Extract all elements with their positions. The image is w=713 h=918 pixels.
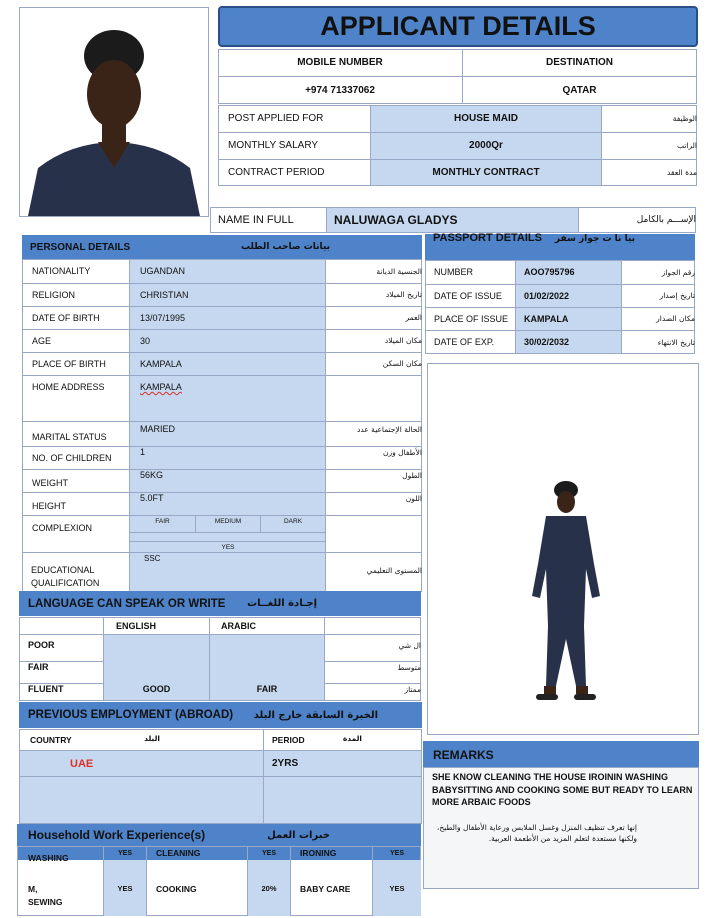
mobile-value: +974 71337062 bbox=[305, 84, 375, 96]
household-task-label: COOKING bbox=[156, 884, 197, 894]
complexion-option-fair: FAIR bbox=[155, 518, 170, 525]
passport-row-ar: مكان الصدار bbox=[656, 314, 695, 323]
job-ar: الوظيفة bbox=[672, 114, 697, 123]
personal-row-value: 1 bbox=[140, 447, 146, 457]
household-task-value: YES bbox=[117, 883, 133, 893]
job-value: HOUSE MAID bbox=[454, 113, 518, 124]
job-label: POST APPLIED FOR bbox=[228, 113, 324, 124]
language-level-label: FLUENT bbox=[28, 683, 64, 694]
period-ar: المدة bbox=[342, 733, 362, 743]
personal-header-ar: بيانات صاحب الطلب bbox=[240, 242, 330, 252]
personal-row-ar: مكان السكن bbox=[382, 359, 422, 368]
personal-row-label: PLACE OF BIRTH bbox=[32, 358, 106, 369]
period-label: PERIOD bbox=[272, 734, 305, 745]
employment-header-label: PREVIOUS EMPLOYMENT (ABROAD) bbox=[28, 709, 234, 721]
language-col-english: ENGLISH bbox=[116, 621, 157, 631]
remarks-text-ar: إنها تعرف تنظيف المنزل وغسل الملابس ورعاية الأطفال والطبخ، ولكنها مستعدة لتعلم المزيد من الأطعمة العربية. bbox=[436, 823, 637, 843]
mobile-label: MOBILE NUMBER bbox=[297, 57, 383, 68]
household-task-value: YES bbox=[389, 883, 405, 893]
passport-header-ar: بيا نا ت جواز سفر bbox=[554, 234, 635, 244]
personal-row-value: 30 bbox=[140, 335, 151, 346]
personal-row-ar: تاريخ الميلاد bbox=[385, 290, 422, 299]
personal-row-label: AGE bbox=[32, 335, 52, 346]
personal-row-label: NATIONALITY bbox=[32, 266, 91, 276]
passport-row-value: 30/02/2032 bbox=[524, 337, 570, 347]
passport-row-ar: تاريخ الانتهاء bbox=[657, 337, 695, 347]
passport-row-label: PLACE OF ISSUE bbox=[434, 313, 509, 324]
education-ar: المستوى التعليمي bbox=[366, 565, 422, 575]
household-task-label: BABY CARE bbox=[300, 884, 351, 894]
household-task-label: M, SEWING bbox=[28, 884, 63, 907]
language-header-label: LANGUAGE CAN SPEAK OR WRITE bbox=[28, 597, 226, 610]
education-value: SSC bbox=[144, 553, 161, 563]
personal-row-label: MARITAL STATUS bbox=[32, 431, 107, 442]
remarks-header-label: REMARKS bbox=[433, 748, 494, 762]
personal-row-value: 5.0FT bbox=[140, 493, 164, 503]
salary-ar: الراتب bbox=[676, 141, 697, 150]
household-task-value: YES bbox=[389, 850, 404, 857]
portrait-figure bbox=[20, 8, 208, 216]
personal-row-value: 56KG bbox=[140, 470, 164, 480]
portrait-photo bbox=[19, 7, 209, 217]
language-header-ar: إجـادة اللغــات bbox=[247, 598, 317, 609]
passport-row-value: AOO795796 bbox=[524, 267, 575, 277]
name-value: NALUWAGA GLADYS bbox=[334, 213, 458, 227]
household-header-label: Household Work Experience(s) bbox=[28, 828, 206, 842]
complexion-option-dark: DARK bbox=[283, 518, 303, 525]
household-task-value: YES bbox=[117, 850, 132, 857]
complexion-selected: YES bbox=[221, 543, 235, 551]
period-value: 2YRS bbox=[272, 758, 299, 769]
household-task-label: WASHING bbox=[28, 853, 69, 863]
contract-label: CONTRACT PERIOD bbox=[228, 167, 325, 178]
personal-row-label: RELIGION bbox=[32, 289, 76, 300]
personal-row-ar: اللون bbox=[405, 493, 422, 503]
personal-row-value: CHRISTIAN bbox=[140, 289, 189, 300]
language-level-label: POOR bbox=[28, 640, 55, 650]
education-label: EDUCATIONAL QUALIFICATION bbox=[31, 565, 100, 588]
complexion-option-medium: MEDIUM bbox=[214, 518, 242, 525]
country-label: COUNTRY bbox=[30, 734, 72, 745]
personal-row-ar: الطول bbox=[402, 470, 422, 480]
personal-row-label: DATE OF BIRTH bbox=[32, 312, 100, 323]
passport-row-ar: تاريخ إصدار bbox=[659, 291, 695, 300]
page-title: APPLICANT DETAILS bbox=[218, 6, 698, 47]
personal-row-value: MARIED bbox=[140, 424, 176, 434]
language-level-ar: ال شي bbox=[398, 640, 421, 650]
personal-row-value: KAMPALA bbox=[140, 358, 182, 369]
personal-row-ar: الأطفال وزن bbox=[383, 447, 422, 457]
arabic-level-value: FAIR bbox=[256, 684, 278, 694]
employment-header-ar: الخبرة السابقة خارج البلد bbox=[253, 709, 378, 721]
passport-row-value: KAMPALA bbox=[524, 313, 569, 324]
personal-row-value: KAMPALA bbox=[140, 382, 182, 392]
full-body-photo bbox=[427, 363, 699, 735]
country-value: UAE bbox=[70, 757, 94, 770]
language-col-arabic: ARABIC bbox=[221, 621, 256, 631]
passport-row-label: NUMBER bbox=[434, 267, 474, 277]
household-task-value: 20% bbox=[261, 883, 277, 893]
personal-row-ar: العمر bbox=[405, 313, 422, 322]
contract-value: MONTHLY CONTRACT bbox=[432, 167, 540, 178]
personal-row-ar: الحالة الإجتماعية عدد bbox=[357, 424, 422, 434]
contract-ar: مدة العقد bbox=[667, 168, 697, 177]
household-task-label: CLEANING bbox=[156, 848, 201, 858]
language-level-ar: متوسط bbox=[397, 662, 421, 672]
personal-row-ar: مكان الميلاد bbox=[384, 336, 422, 345]
name-label: NAME IN FULL bbox=[218, 214, 294, 226]
passport-row-ar: رقم الجواز bbox=[661, 267, 695, 277]
passport-row-value: 01/02/2022 bbox=[524, 290, 570, 301]
full-body-figure bbox=[428, 364, 698, 734]
name-ar: الإســـم بالكامل bbox=[636, 215, 696, 225]
personal-header-label: PERSONAL DETAILS bbox=[30, 241, 131, 253]
personal-row-label: WEIGHT bbox=[32, 477, 68, 488]
household-header-ar: خبرات العمل bbox=[267, 829, 330, 841]
complexion-label: COMPLEXION bbox=[32, 523, 93, 533]
destination-value: QATAR bbox=[562, 84, 597, 96]
english-level-value: GOOD bbox=[142, 684, 171, 694]
passport-header-label: PASSPORT DETAILS bbox=[433, 232, 542, 244]
language-level-label: FAIR bbox=[28, 661, 49, 672]
destination-label: DESTINATION bbox=[545, 57, 614, 68]
remarks-text: SHE KNOW CLEANING THE HOUSE IROININ WASHING BABYSITTING AND COOKING SOME BUT READY TO LEARN MORE ARBAIC FOODS bbox=[432, 772, 693, 807]
language-level-ar: ممتاز bbox=[404, 684, 421, 694]
passport-row-label: DATE OF EXP. bbox=[434, 337, 495, 347]
country-ar: البلد bbox=[144, 733, 160, 743]
personal-row-value: UGANDAN bbox=[140, 266, 186, 276]
salary-value: 2000Qr bbox=[469, 140, 503, 151]
salary-label: MONTHLY SALARY bbox=[228, 140, 319, 151]
personal-row-label: HOME ADDRESS bbox=[32, 382, 105, 392]
household-task-value: YES bbox=[261, 850, 276, 857]
personal-row-label: HEIGHT bbox=[32, 500, 67, 511]
household-task-label: IRONING bbox=[300, 848, 337, 858]
personal-row-label: NO. OF CHILDREN bbox=[32, 452, 112, 463]
personal-row-ar: الجنسية الديانة bbox=[376, 266, 422, 276]
personal-row-value: 13/07/1995 bbox=[140, 312, 186, 323]
passport-row-label: DATE OF ISSUE bbox=[434, 290, 502, 301]
